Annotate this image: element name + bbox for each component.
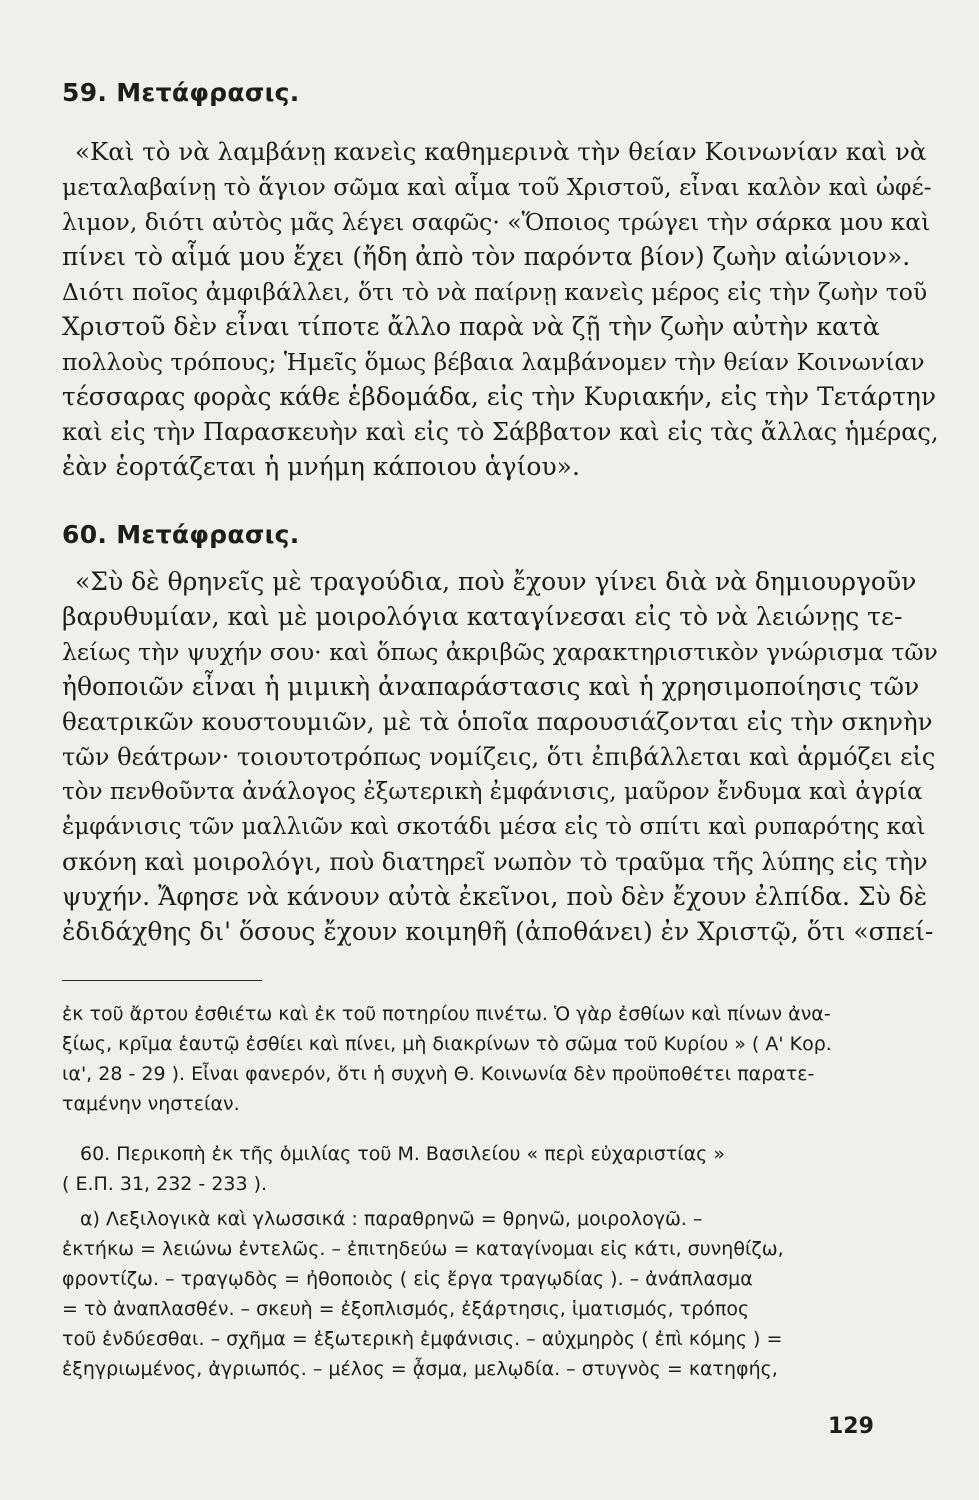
footnote-separator — [62, 980, 262, 981]
text-line: ἐὰν ἑορτάζεται ἡ μνήμη κάποιου ἁγίου». — [62, 452, 580, 481]
footnote-line: ( Ε.Π. 31, 232 - 233 ). — [62, 1173, 268, 1195]
page-number: 129 — [828, 1414, 874, 1439]
text-line: «Καὶ τὸ νὰ λαμβάνῃ κανεὶς καθημερινὰ τὴν θείαν Κοινωνίαν καὶ νὰ — [75, 137, 927, 166]
text-line: ἐδιδάχθης δι' ὅσους ἔχουν κοιμηθῆ (ἀποθάνει) ἐν Χριστῷ, ὅτι «σπεί- — [62, 917, 934, 946]
text-line: Διότι ποῖος ἀμφιβάλλει, ὅτι τὸ νὰ παίρνῃ κανεὶς μέρος εἰς τὴν ζωὴν τοῦ — [62, 278, 928, 306]
footnote-line: ἐξηγριωμένος, ἀγριωπός. – μέλος = ᾆσμα, μελῳδία. – στυγνὸς = κατηφής, — [62, 1358, 778, 1380]
text-line: πολλοὺς τρόπους; Ἡμεῖς ὅμως βέβαια λαμβάνομεν τὴν θείαν Κοινωνίαν — [62, 348, 925, 376]
text-line: ἐμφάνισις τῶν μαλλιῶν καὶ σκοτάδι μέσα εἰς τὸ σπίτι καὶ ρυπαρότης καὶ — [62, 814, 926, 840]
text-line: βαρυθυμίαν, καὶ μὲ μοιρολόγια καταγίνεσαι εἰς τὸ νὰ λειώνῃς τε- — [62, 602, 903, 631]
text-line: Χριστοῦ δὲν εἶναι τίποτε ἄλλο παρὰ νὰ ζῇ τὴν ζωὴν αὐτὴν κατὰ — [62, 312, 880, 341]
text-line: σκόνη καὶ μοιρολόγι, ποὺ διατηρεῖ νωπὸν τὸ τραῦμα τῆς λύπης εἰς τὴν — [62, 848, 928, 876]
footnote-line: ια', 28 - 29 ). Εἶναι φανερόν, ὅτι ἡ συχνὴ Θ. Κοινωνία δὲν προϋποθέτει παρατε- — [62, 1063, 815, 1085]
text-line: τῶν θεάτρων· τοιουτοτρόπως νομίζεις, ὅτι ἐπιβάλλεται καὶ ἁρμόζει εἰς — [62, 743, 936, 771]
text-line: πίνει τὸ αἷμά μου ἔχει (ἤδη ἀπὸ τὸν παρόντα βίον) ζωὴν αἰώνιον». — [62, 242, 911, 271]
footnote-line: τοῦ ἐνδύεσθαι. – σχῆμα = ἐξωτερικὴ ἐμφάνισις. – αὐχμηρὸς ( ἐπὶ κόμης ) = — [62, 1328, 783, 1350]
footnote-line: ἐκ τοῦ ἄρτου ἐσθιέτω καὶ ἐκ τοῦ ποτηρίου πινέτω. Ὁ γὰρ ἐσθίων καὶ πίνων ἀνα- — [62, 1003, 831, 1025]
footnote-line: 60. Περικοπὴ ἐκ τῆς ὁμιλίας τοῦ Μ. Βασιλείου « περὶ εὐχαριστίας » — [80, 1143, 725, 1165]
text-line: ἠθοποιῶν εἶναι ἡ μιμικὴ ἀναπαράστασις καὶ ἡ χρησιμοποίησις τῶν — [62, 672, 920, 701]
footnote-line: ἐκτήκω = λειώνω ἐντελῶς. – ἐπιτηδεύω = καταγίνομαι εἰς κάτι, συνηθίζω, — [62, 1238, 784, 1260]
footnote-line: = τὸ ἀναπλασθέν. – σκευὴ = ἐξοπλισμός, ἐξάρτησις, ἱματισμός, τρόπος — [62, 1298, 750, 1320]
footnote-line: ξίως, κρῖμα ἑαυτῷ ἐσθίει καὶ πίνει, μὴ διακρίνων τὸ σῶμα τοῦ Κυρίου » ( Α' Κορ. — [62, 1033, 832, 1055]
text-line: μεταλαβαίνῃ τὸ ἅγιον σῶμα καὶ αἷμα τοῦ Χριστοῦ, εἶναι καλὸν καὶ ὠφέ- — [62, 173, 932, 201]
text-line: «Σὺ δὲ θρηνεῖς μὲ τραγούδια, ποὺ ἔχουν γίνει διὰ νὰ δημιουργοῦν — [75, 567, 917, 596]
footnote-line: α) Λεξιλογικὰ καὶ γλωσσικά : παραθρηνῶ = θρηνῶ, μοιρολογῶ. – — [80, 1208, 703, 1230]
section-60-title: 60. Μετάφρασις. — [62, 520, 300, 549]
text-line: καὶ εἰς τὴν Παρασκευὴν καὶ εἰς τὸ Σάββατον καὶ εἰς τὰς ἄλλας ἡμέρας, — [62, 418, 939, 446]
text-line: τὸν πενθοῦντα ἀνάλογος ἐξωτερικὴ ἐμφάνισις, μαῦρον ἔνδυμα καὶ ἀγρία — [62, 779, 923, 805]
text-line: λιμον, διότι αὐτὸς μᾶς λέγει σαφῶς· «Ὅποιος τρώγει τὴν σάρκα μου καὶ — [62, 208, 931, 236]
footnote-line: φροντίζω. – τραγῳδὸς = ἠθοποιὸς ( εἰς ἔργα τραγῳδίας ). – ἀνάπλασμα — [62, 1268, 753, 1290]
text-line: ψυχήν. Ἄφησε νὰ κάνουν αὐτὰ ἐκεῖνοι, ποὺ δὲν ἔχουν ἐλπίδα. Σὺ δὲ — [62, 882, 928, 911]
text-line: λείως τὴν ψυχήν σου· καὶ ὅπως ἀκριβῶς χαρακτηριστικὸν γνώρισμα τῶν — [62, 638, 938, 666]
text-line: τέσσαρας φορὰς κάθε ἑβδομάδα, εἰς τὴν Κυριακήν, εἰς τὴν Τετάρτην — [62, 382, 937, 411]
text-line: θεατρικῶν κουστουμιῶν, μὲ τὰ ὁποῖα παρουσιάζονται εἰς τὴν σκηνὴν — [62, 707, 933, 736]
footnote-line: ταμένην νηστείαν. — [62, 1093, 240, 1115]
section-59-title: 59. Μετάφρασις. — [62, 78, 300, 107]
